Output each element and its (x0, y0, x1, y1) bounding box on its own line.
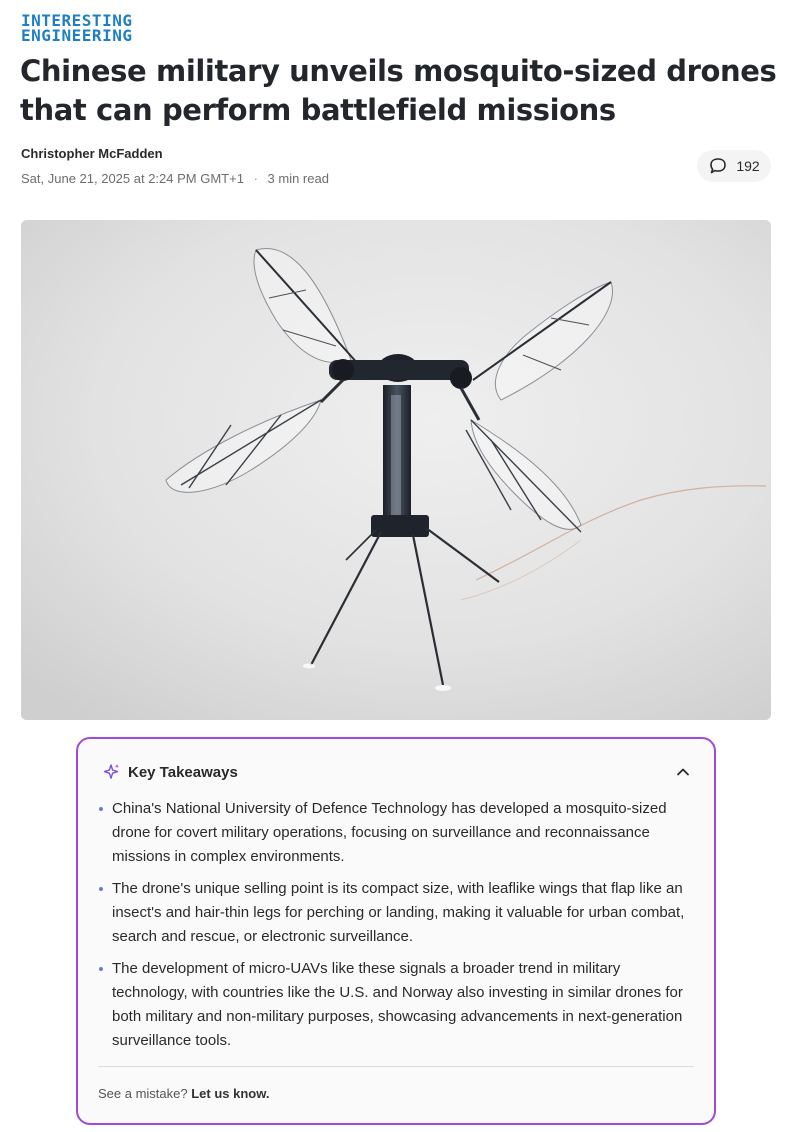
author-name[interactable]: Christopher McFadden (21, 146, 163, 161)
comment-count: 192 (736, 158, 760, 174)
comments-button[interactable] (697, 150, 771, 182)
site-logo[interactable] (21, 13, 132, 43)
hero-image (21, 220, 771, 720)
feedback-prompt: See a mistake? (98, 1086, 188, 1101)
logo-line-2: ENGINEERING (21, 26, 133, 45)
publish-date: Sat, June 21, 2025 at 2:24 PM GMT+1 (21, 171, 244, 186)
list-item: China's National University of Defence Technology has developed a mosquito-sized drone for covert military operations, focusing on surveillance and reconnaissance missions in complex environments. (98, 797, 698, 869)
takeaways-header (102, 762, 238, 782)
mosquito-drone-photo (21, 220, 771, 720)
article-meta (21, 171, 329, 186)
read-time: 3 min read (267, 171, 329, 186)
logo-line-1: INTERESTING (21, 11, 133, 30)
sparkle-icon (102, 762, 122, 782)
feedback-line (98, 1086, 269, 1101)
takeaways-title: Key Takeaways (128, 763, 238, 781)
report-mistake-link[interactable]: Let us know. (191, 1086, 270, 1101)
key-takeaways-panel (76, 737, 716, 1125)
takeaways-list (98, 797, 698, 1061)
list-item: The drone's unique selling point is its compact size, with leaflike wings that flap like an insect's and hair-thin legs for perching or landing, making it valuable for urban combat, search and rescue, or electronic surveillance. (98, 877, 698, 949)
chevron-up-icon[interactable] (674, 763, 692, 781)
list-item: The development of micro-UAVs like these signals a broader trend in military technology, with countries like the U.S. and Norway also investing in similar drones for both military and non-military purposes, showcasing advancements in next-generation surveillance tools. (98, 957, 698, 1053)
meta-separator: · (253, 171, 258, 186)
article-title: Chinese military unveils mosquito-sized drones that can perform battlefield missions (20, 54, 777, 127)
divider (98, 1066, 694, 1067)
speech-bubble-icon (708, 156, 728, 176)
